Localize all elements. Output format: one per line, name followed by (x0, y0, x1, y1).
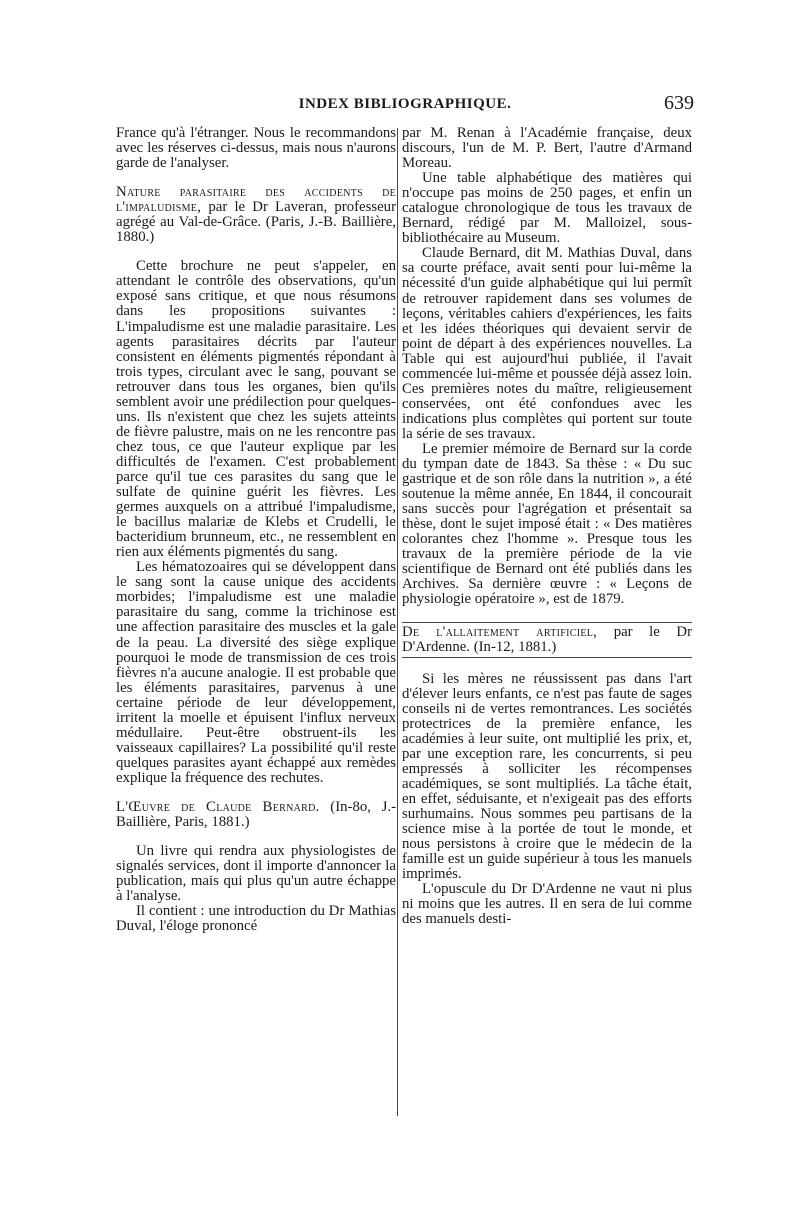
column-divider (397, 128, 398, 1116)
paragraph: Cette brochure ne peut s'appeler, en attendant le contrôle des observations, qu'un exposé sans critique, et que nous résumons dans les propositions suivantes : L'impaludisme est une maladie parasitaire. Les agents parasitaires décrits par l'auteur consistent en éléments pigmentés répondant à trois types, circulant avec le sang, pouvant se retrouver dans tous les organes, bien qu'ils semblent avoir une prédilection pour quelques-uns. Ils n'existent que chez les sujets atteints de fièvre palustre, mais on ne les rencontre pas chez tous, ce que l'auteur explique par les difficultés de l'examen. C'est probablement parce qu'il tue ces parasites du sang que le sulfate de quinine guérit les fièvres. Les germes auxquels on a attribué l'impaludisme, le bacillus malariæ de Klebs et Crudelli, le bacteridium brunneum, etc., ne ressemblent en rien aux éléments pigmentés du sang. (116, 258, 396, 561)
entry-title-details: par le Dr Laveran, professeur agrégé au Val-de-Grâce. (Paris, J.-B. Baillière, 1880.) (116, 199, 397, 246)
paragraph: Un livre qui rendra aux physiologistes de signalés services, dont il importe d'annoncer la publication, mais qui plus qu'un autre échappe à l'analyse. (116, 843, 396, 905)
entry-title-details: (In-8o, J.-Baillière, Paris, 1881.) (116, 798, 396, 831)
running-title: INDEX BIBLIOGRAPHIQUE. (298, 96, 512, 112)
entry-title-laveran (116, 185, 396, 245)
paragraph: France qu'à l'étranger. Nous le recommandons avec les réserves ci-dessus, mais nous n'aurons garde de l'analyser. (116, 125, 396, 172)
entry-title-details: par le Dr D'Ardenne. (In-12, 1881.) (402, 623, 693, 655)
paragraph: L'opuscule du Dr D'Ardenne ne vaut ni plus ni moins que les autres. Il en sera de lui comme des manuels desti- (402, 881, 692, 928)
entry-title-main: L'Œuvre de Claude Bernard. (116, 798, 320, 815)
paragraph: Il contient : une introduction du Dr Mathias Duval, l'éloge prononcé (116, 903, 396, 935)
paragraph: Le premier mémoire de Bernard sur la corde du tympan date de 1843. Sa thèse : « Du suc gastrique et de son rôle dans la nutrition », a été soutenue la même année, En 1844, il concourait sans succès pour l'agrégation et présentait sa thèse, dont le sujet imposé était : « Des matières colorantes chez l'homme ». Presque tous les travaux de la première période de la vie scientifique de Bernard ont été publiés dans les Archives. Sa dernière œuvre : « Leçons de physiologie opératoire », est de 1879. (402, 440, 692, 608)
entry-title-main: De l'allaitement artificiel, (402, 623, 598, 640)
left-column (116, 126, 396, 934)
entry-title-claude-bernard (116, 800, 396, 830)
paragraph: Une table alphabétique des matières qui n'occupe pas moins de 250 pages, et enfin un catalogue chronologique de tous les travaux de Bernard, rédigé par M. Malloizel, sous-bibliothécaire au Museum. (402, 170, 692, 247)
paragraph: par M. Renan à l'Académie française, deux discours, l'un de M. P. Bert, l'autre d'Armand Moreau. (402, 125, 692, 172)
page-number: 639 (664, 92, 694, 114)
paragraph: Les hématozoaires qui se développent dans le sang sont la cause unique des accidents morbides; l'impaludisme est une maladie parasitaire du sang, comme la trichinose est une affection parasitaire des muscles et la gale de la peau. La diversité des siège explique pourquoi le mode de transmission de ces trois fièvres n'a aucune analogie. Il est probable que les éléments parasitaires, parvenus à une certaine période de leur développement, irritent la moelle et épuisent l'influx nerveux médullaire. Peut-être obstruent-ils les vaisseaux capillaires? La possibilité qu'il reste quelques parasites ayant échappé aux remèdes explique la fréquence des rechutes. (116, 559, 396, 786)
paragraph: Claude Bernard, dit M. Mathias Duval, dans sa courte préface, avait senti pour lui-même la nécessité d'un guide alphabétique qui lui permît de retrouver rapidement dans ses volumes de leçons, véritables cahiers d'expériences, les faits et les idées théoriques qui devaient servir de point de départ à des expériences nouvelles. La Table qui est aujourd'hui publiée, il l'avait commencée lui-même et poussée déjà assez loin. Ces premières notes du maître, religieusement conservées, ont été confondues avec les indications plus complètes qui portent sur toute la série de ses travaux. (402, 245, 692, 442)
entry-title-allaitement (402, 622, 692, 658)
page-header (116, 92, 694, 116)
paragraph: Si les mères ne réussissent pas dans l'art d'élever leurs enfants, ce n'est pas faute de sages conseils ni de vertes remontrances. Les sociétés protectrices de la première enfance, les académies à leur suite, ont multiplié les prix, et, par une exception rare, les concurrents, si peu empressés à solliciter les récompenses académiques, se sont multipliés. La tâche était, en effet, séduisante, et n'exigeait pas des efforts surhumains. Nous sommes peu partisans de la science mise à la portée de tout le monde, et nous persistons à croire que le médecin de la famille est un guide supérieur à tous les manuels imprimés. (402, 670, 692, 883)
entry-title-main: Nature parasitaire des accidents de l'impaludisme, (116, 184, 396, 216)
right-column (402, 126, 692, 927)
